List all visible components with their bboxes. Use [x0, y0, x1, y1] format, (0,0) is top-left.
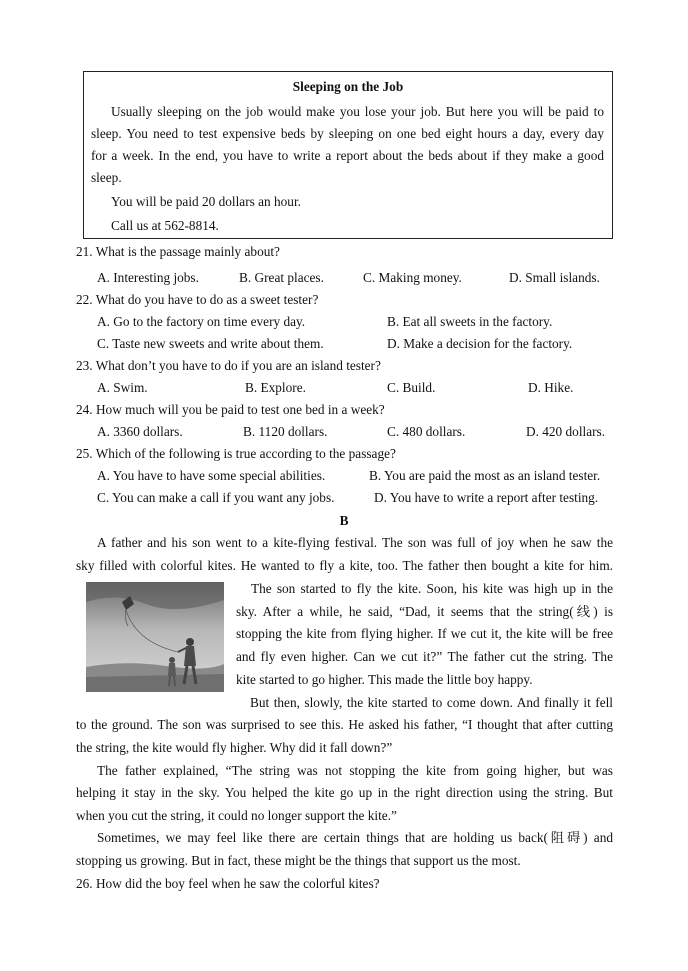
passage-b-line: when you cut the string, it could no longer support the kite.”: [76, 808, 397, 823]
option-b: B. 1120 dollars.: [243, 424, 328, 439]
kite-illustration: [86, 582, 224, 692]
option-b: B. Eat all sweets in the factory.: [387, 314, 553, 329]
option-a: A. Go to the factory on time every day.: [97, 314, 306, 329]
question-stem: 25. Which of the following is true according to the passage?: [76, 446, 396, 461]
option-d: D. You have to write a report after testing.: [374, 490, 599, 505]
option-d: D. Small islands.: [509, 270, 600, 285]
question-stem: 26. How did the boy feel when he saw the colorful kites?: [76, 876, 380, 891]
passage-b-line: stopping us growing. But in fact, these might be the things that support us the most.: [76, 853, 521, 868]
option-a: A. You have to have some special abilities.: [97, 468, 326, 483]
option-a: A. Swim.: [97, 380, 148, 395]
question-stem: 24. How much will you be paid to test one bed in a week?: [76, 402, 385, 417]
option-b: B. Explore.: [245, 380, 306, 395]
question-stem: 22. What do you have to do as a sweet tester?: [76, 292, 319, 307]
option-d: D. Hike.: [528, 380, 574, 395]
passage-b-line: the string, the kite would fly higher. Why did it fall down?”: [76, 740, 393, 755]
passage-b-line: and fly even higher. Can we cut it?” The father cut the string. The: [236, 649, 613, 664]
job-ad-box: [83, 71, 613, 239]
question-stem: 23. What don’t you have to do if you are an island tester?: [76, 358, 381, 373]
passage-b-line: The father explained, “The string was not stopping the kite from going higher, but was: [97, 763, 613, 778]
option-a: A. Interesting jobs.: [97, 270, 199, 285]
passage-b-line: sky. After a while, he said, “Dad, it seems that the string(线) is: [236, 604, 613, 619]
option-d: D. Make a decision for the factory.: [387, 336, 573, 351]
passage-b-line: A father and his son went to a kite-flying festival. The son was full of joy when he saw the: [97, 535, 613, 550]
job-ad-line: for a week. In the end, you have to write a report about the beds about if they make a good: [91, 148, 604, 163]
option-c: C. You can make a call if you want any jobs.: [97, 490, 335, 505]
passage-b-line: to the ground. The son was surprised to see this. He asked his father, “I thought that after cutting: [76, 717, 613, 732]
job-ad-title: Sleeping on the Job: [292, 79, 404, 94]
job-ad-line: sleep. You need to test expensive beds by sleeping on one bed eight hours a day, every day: [91, 126, 604, 141]
option-c: C. Build.: [387, 380, 436, 395]
option-c: C. Making money.: [363, 270, 462, 285]
kite-photo: [86, 582, 224, 692]
passage-b-line: stopping the kite from flying higher. If we cut it, the kite will be free: [236, 626, 613, 641]
job-ad-line: sleep.: [91, 170, 122, 185]
passage-b-line: sky filled with colorful kites. He wanted to fly a kite, too. The father then bought a kite for him.: [76, 558, 613, 573]
option-d: D. 420 dollars.: [526, 424, 606, 439]
section-b-heading: B: [339, 513, 349, 528]
option-c: C. Taste new sweets and write about them.: [97, 336, 324, 351]
passage-b-line: Sometimes, we may feel like there are certain things that are holding us back(阻碍) and: [97, 830, 613, 845]
job-ad-line: Usually sleeping on the job would make you lose your job. But here you will be paid to: [111, 104, 604, 119]
job-ad-contact: Call us at 562-8814.: [111, 218, 219, 233]
option-a: A. 3360 dollars.: [97, 424, 183, 439]
option-b: B. Great places.: [239, 270, 324, 285]
passage-b-line: helping it stay in the sky. You helped the kite go up in the right direction using the string. But: [76, 785, 613, 800]
job-ad-pay: You will be paid 20 dollars an hour.: [111, 194, 301, 209]
option-c: C. 480 dollars.: [387, 424, 466, 439]
question-stem: 21. What is the passage mainly about?: [76, 244, 280, 259]
option-b: B. You are paid the most as an island tester.: [369, 468, 601, 483]
passage-b-line: The son started to fly the kite. Soon, his kite was high up in the: [251, 581, 613, 596]
passage-b-line: kite started to go higher. This made the little boy happy.: [236, 672, 533, 687]
passage-b-line: But then, slowly, the kite started to come down. And finally it fell: [250, 695, 613, 710]
